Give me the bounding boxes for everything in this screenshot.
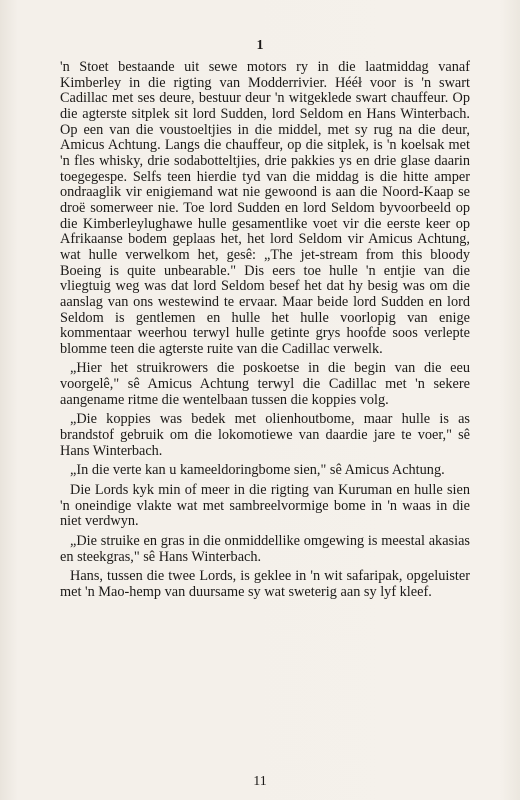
paragraph: „Hier het struikrowers die poskoetse in die begin van die eeu voorgelê," sê Amicus Achtung terwyl die Cadillac met 'n sekere aangename ritme die wentelbaan tussen die koppies volg. [60, 360, 470, 408]
page-number: 11 [253, 774, 267, 789]
paragraph: Die Lords kyk min of meer in die rigting van Kuruman en hulle sien 'n oneindige vlakte wat met sambreelvormige bome in 'n waas in die niet verdwyn. [60, 482, 470, 530]
paragraph: Hans, tussen die twee Lords, is geklee in 'n wit safaripak, opgeluister met 'n Mao-hemp van duursame sy wat sweterig aan sy lyf kleef. [60, 568, 470, 600]
paragraph: „Die koppies was bedek met olienhoutbome, maar hulle is as brandstof gebruik om die lokomotiewe van daardie jare te voer," sê Hans Winterbach. [60, 411, 470, 459]
paragraph: „In die verte kan u kameeldoringbome sien," sê Amicus Achtung. [70, 462, 445, 479]
chapter-number: 1 [256, 38, 264, 53]
body-text [60, 60, 470, 601]
paragraph: 'n Stoet bestaande uit sewe motors ry in die laatmiddag vanaf Kimberley in die rigting van Modderrivier. Hééł voor is 'n swart Cadillac met ses deure, bestuur deur 'n witgeklede swart chauffeur. Op die agterste sitplek sit lord Sudden, lord Seldom en Hans Winterbach. Op een van die voustoeltjies in die middel, met sy rug na die deur, Amicus Achtung. Langs die chauffeur, op die sitplek, is 'n koelsak met 'n fles whisky, drie sodabotteltjies, drie pakkies ys en drie glase daarin toegegespe. Selfs teen hierdie tyd van die middag is die hitte amper ondraaglik vir enigiemand wat nie gewoond is aan die Noord-Kaap se droë somerweer nie. Toe lord Sudden en lord Seldom byvoorbeeld op die Kimberleylughawe hulle gesamentlike voet vir die eerste keer op Afrikaanse bodem geplaas het, het lord Seldom vir Amicus Achtung, wat hulle verwelkom het, gesê: „The jet-stream from this bloody Boeing is quite unbearable." Dis eers toe hulle 'n entjie van die vliegtuig weg was dat lord Seldom besef het dat hy besig was om die aanslag van ons westewind te ervaar. Maar beide lord Sudden en lord Seldom is gentlemen en hulle het hulle voorlopig van enige kommentaar weerhou terwyl hulle getinte grys hoofde soos verlepte blomme teen die agterste ruite van die Cadillac verwelk. [60, 59, 470, 357]
paragraph: „Die struike en gras in die onmiddellike omgewing is meestal akasias en steekgras," sê Hans Winterbach. [60, 533, 470, 565]
